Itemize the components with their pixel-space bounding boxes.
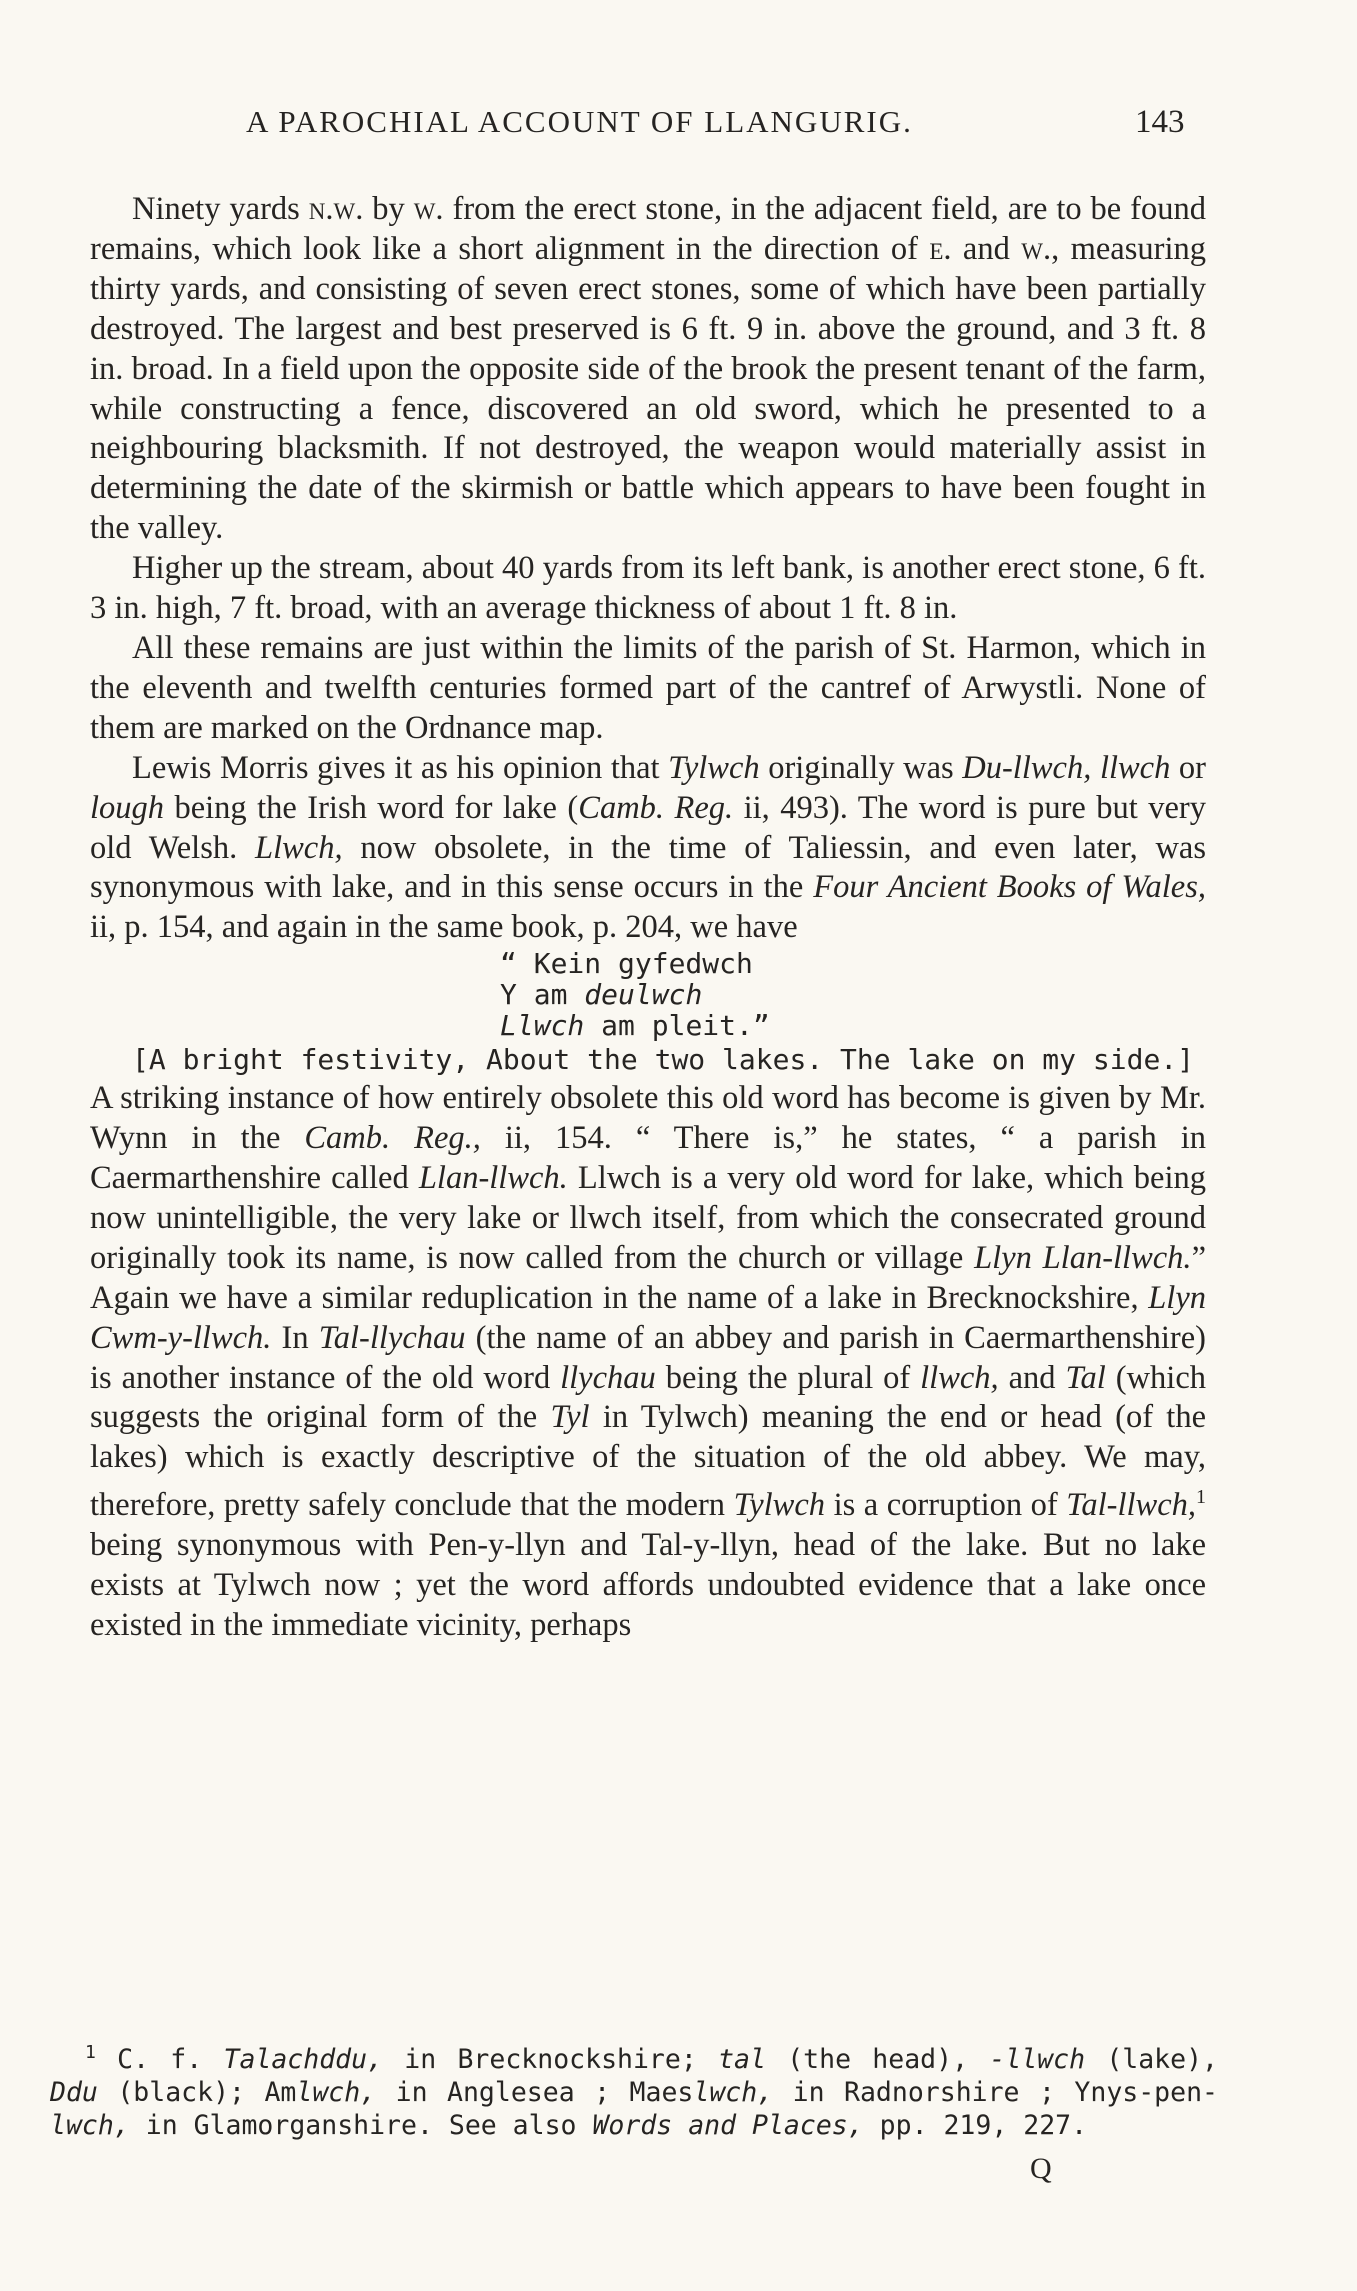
footnote-ref: 1 [1196,1486,1206,1509]
running-header [0,104,1357,148]
paragraph-4: Lewis Morris gives it as his opinion that Tylwch originally was Du-llwch, llwch or lough being the Irish word for lake (Camb. Reg. ii, 493). The word is pure but very old Welsh. Llwch, now obsolete, in the time of Taliessin, and even later, was synonymous with lake, and in this sense occurs in the Four Ancient Books of Wales, ii, p. 154, and again in the same book, p. 204, we have [90,749,1207,946]
footnote-number: 1 [85,2042,96,2063]
paragraph-1: Ninety yards n.w. by w. from the erect stone, in the adjacent field, are to be found remains, which look like a short alignment in the direction of e. and w., measuring thirty yards, and consisting of seven erect stones, some of which have been partially destroyed. The largest and best preserved is 6 ft. 9 in. above the ground, and 3 ft. 8 in. broad. In a field upon the opposite side of the brook the present tenant of the farm, while constructing a fence, discovered an old sword, which he presented to a neighbouring blacksmith. If not destroyed, the weapon would materially assist in determining the date of the skirmish or battle which appears to have been fought in the valley. [90,191,1206,547]
verse-translation: [A bright festivity, About the two lakes. The lake on my side.] [132,1043,1195,1077]
paragraph-3: All these remains are just within the limits of the parish of St. Harmon, which in the eleventh and twelfth centuries formed part of the cantref of Arwystli. None of them are marked on the Ordnance map. [90,629,1206,746]
verse-line-2: Y am deulwch [500,978,703,1012]
paragraph-2: Higher up the stream, about 40 yards from its left bank, is another erect stone, 6 ft. 3 in. high, 7 ft. broad, with an average thickness of about 1 ft. 8 in. [90,550,1207,627]
welsh-verse [500,948,1206,1041]
paragraph-5: A striking instance of how entirely obsolete this old word has become is given by Mr. Wynn in the Camb. Reg., ii, 154. “ There is,” he states, “ a parish in Caermarthenshire called Llan-llwch. Llwch is a very old word for lake, which being now unintelligible, the very lake or llwch itself, from which the consecrated ground originally took its name, is now called from the church or village Llyn Llan-llwch.” Again we have a similar reduplication in the name of a lake in Brecknockshire, Llyn Cwm-y-llwch. In Tal-llychau (the name of an abbey and parish in Caermarthenshire) is another instance of the old word llychau being the plural of llwch, and Tal (which suggests the original form of the Tyl in Tylwch) meaning the end or head (of the lakes) which is exactly descriptive of the situation of the old abbey. We may, therefore, pretty safely conclude that the modern Tylwch is a corruption of Tal-llwch,$^1$ being synonymous with Pen-y-llyn and Tal-y-llyn, head of the lake. But no lake exists at Tylwch now ; yet the word affords undoubted evidence that a lake once existed in the immediate vicinity, perhaps [90,1080,1207,1643]
footnotes [50,2036,1218,2142]
verse-line-1: “ Kein gyfedwch [500,947,753,981]
body-text [90,190,1206,1646]
footnote-1: $^1$ C. f. Talachddu, in Brecknockshire; tal (the head), -llwch (lake), Ddu (black); Amlwch, in Anglesea ; Maeslwch, in Radnorshire ; Ynys-pen-lwch, in Glamorganshire. See also Words and Places, pp. 219, 227. [50,2042,1218,2141]
signature-mark: Q [1030,2152,1052,2185]
verse-line-3: Llwch am pleit.” [500,1009,770,1043]
page-number: 143 [1135,104,1185,140]
running-title: A PAROCHIAL ACCOUNT OF LLANGURIG. [246,104,913,139]
